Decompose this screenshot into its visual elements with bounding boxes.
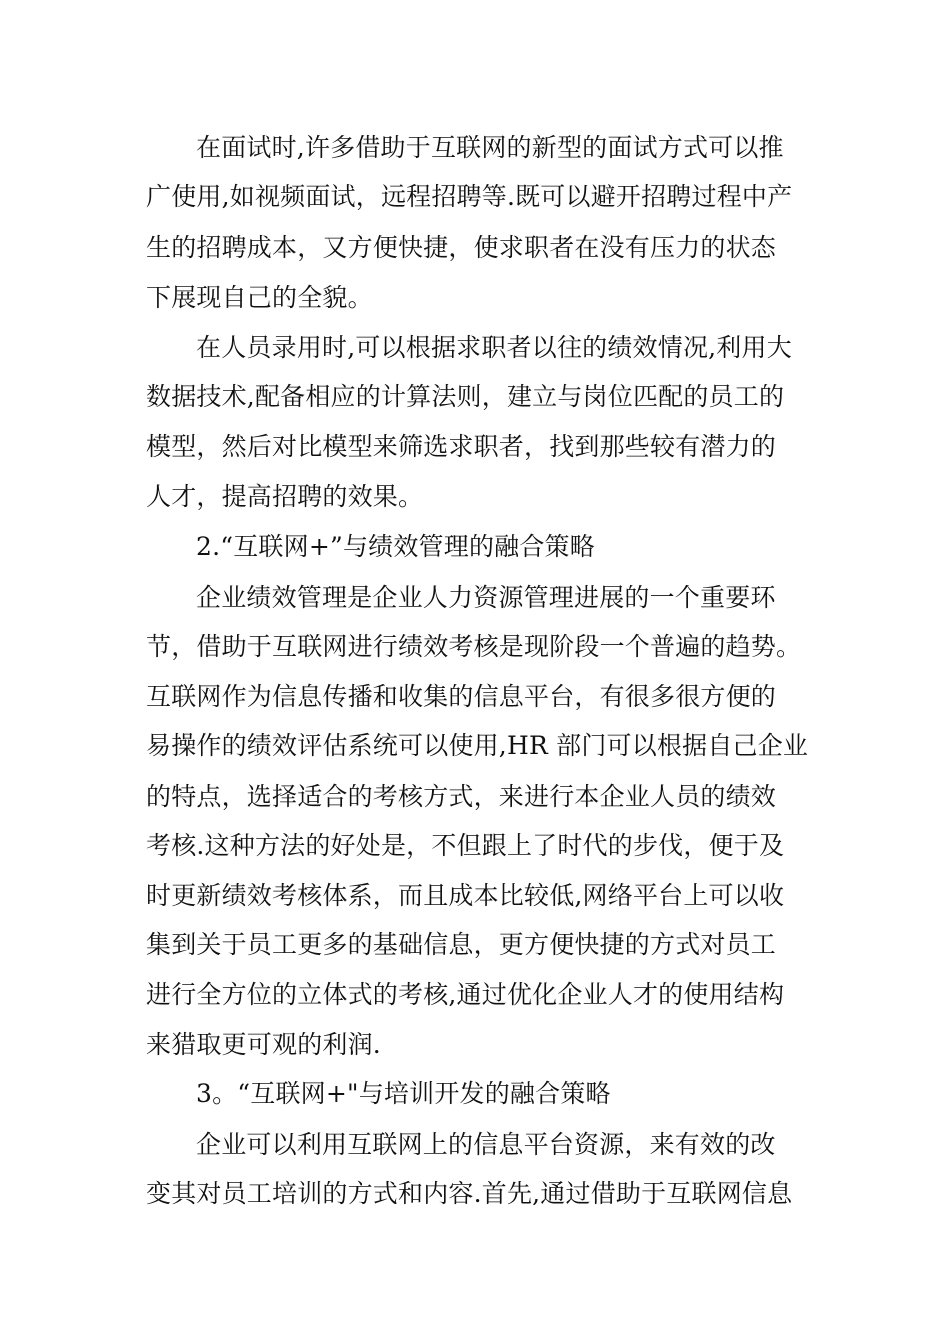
section-heading-2: 2.“互联网+”与绩效管理的融合策略 (196, 532, 595, 561)
paragraph-3-line-5: 的特点，选择适合的考核方式，来进行本企业人员的绩效 (146, 782, 777, 811)
paragraph-3-line-6: 考核.这种方法的好处是，不但跟上了时代的步伐，便于及 (146, 831, 785, 860)
paragraph-3-line-10: 来猎取更可观的利润. (146, 1030, 381, 1059)
paragraph-3-line-9: 进行全方位的立体式的考核,通过优化企业人才的使用结构 (146, 980, 785, 1009)
paragraph-1-line-4: 下展现自己的全貌。 (146, 283, 373, 312)
paragraph-2-line-2: 数据技术,配备相应的计算法则，建立与岗位匹配的员工的 (146, 382, 785, 411)
paragraph-1-line-2: 广使用,如视频面试，远程招聘等.既可以避开招聘过程中产 (146, 182, 793, 211)
paragraph-3-line-8: 集到关于员工更多的基础信息，更方便快捷的方式对员工 (146, 930, 777, 959)
paragraph-2-line-3: 模型，然后对比模型来筛选求职者，找到那些较有潜力的 (146, 432, 777, 461)
paragraph-1-line-1: 在面试时,许多借助于互联网的新型的面试方式可以推 (196, 133, 784, 162)
paragraph-4-line-2: 变其对员工培训的方式和内容.首先,通过借助于互联网信息 (146, 1179, 793, 1208)
paragraph-2-line-4: 人才，提高招聘的效果。 (146, 482, 424, 511)
paragraph-3-line-1: 企业绩效管理是企业人力资源管理进展的一个重要环 (196, 583, 776, 612)
paragraph-2-line-1: 在人员录用时,可以根据求职者以往的绩效情况,利用大 (196, 333, 792, 362)
paragraph-3-line-4: 易操作的绩效评估系统可以使用,HR 部门可以根据自己企业 (146, 731, 809, 760)
paragraph-3-line-2: 节，借助于互联网进行绩效考核是现阶段一个普遍的趋势。 (146, 632, 802, 661)
paragraph-4-line-1: 企业可以利用互联网上的信息平台资源，来有效的改 (196, 1130, 776, 1159)
paragraph-1-line-3: 生的招聘成本，又方便快捷，使求职者在没有压力的状态 (146, 233, 777, 262)
paragraph-3-line-7: 时更新绩效考核体系，而且成本比较低,网络平台上可以收 (146, 881, 785, 910)
section-heading-3: 3。“互联网+"与培训开发的融合策略 (196, 1079, 611, 1108)
paragraph-3-line-3: 互联网作为信息传播和收集的信息平台，有很多很方便的 (146, 682, 777, 711)
